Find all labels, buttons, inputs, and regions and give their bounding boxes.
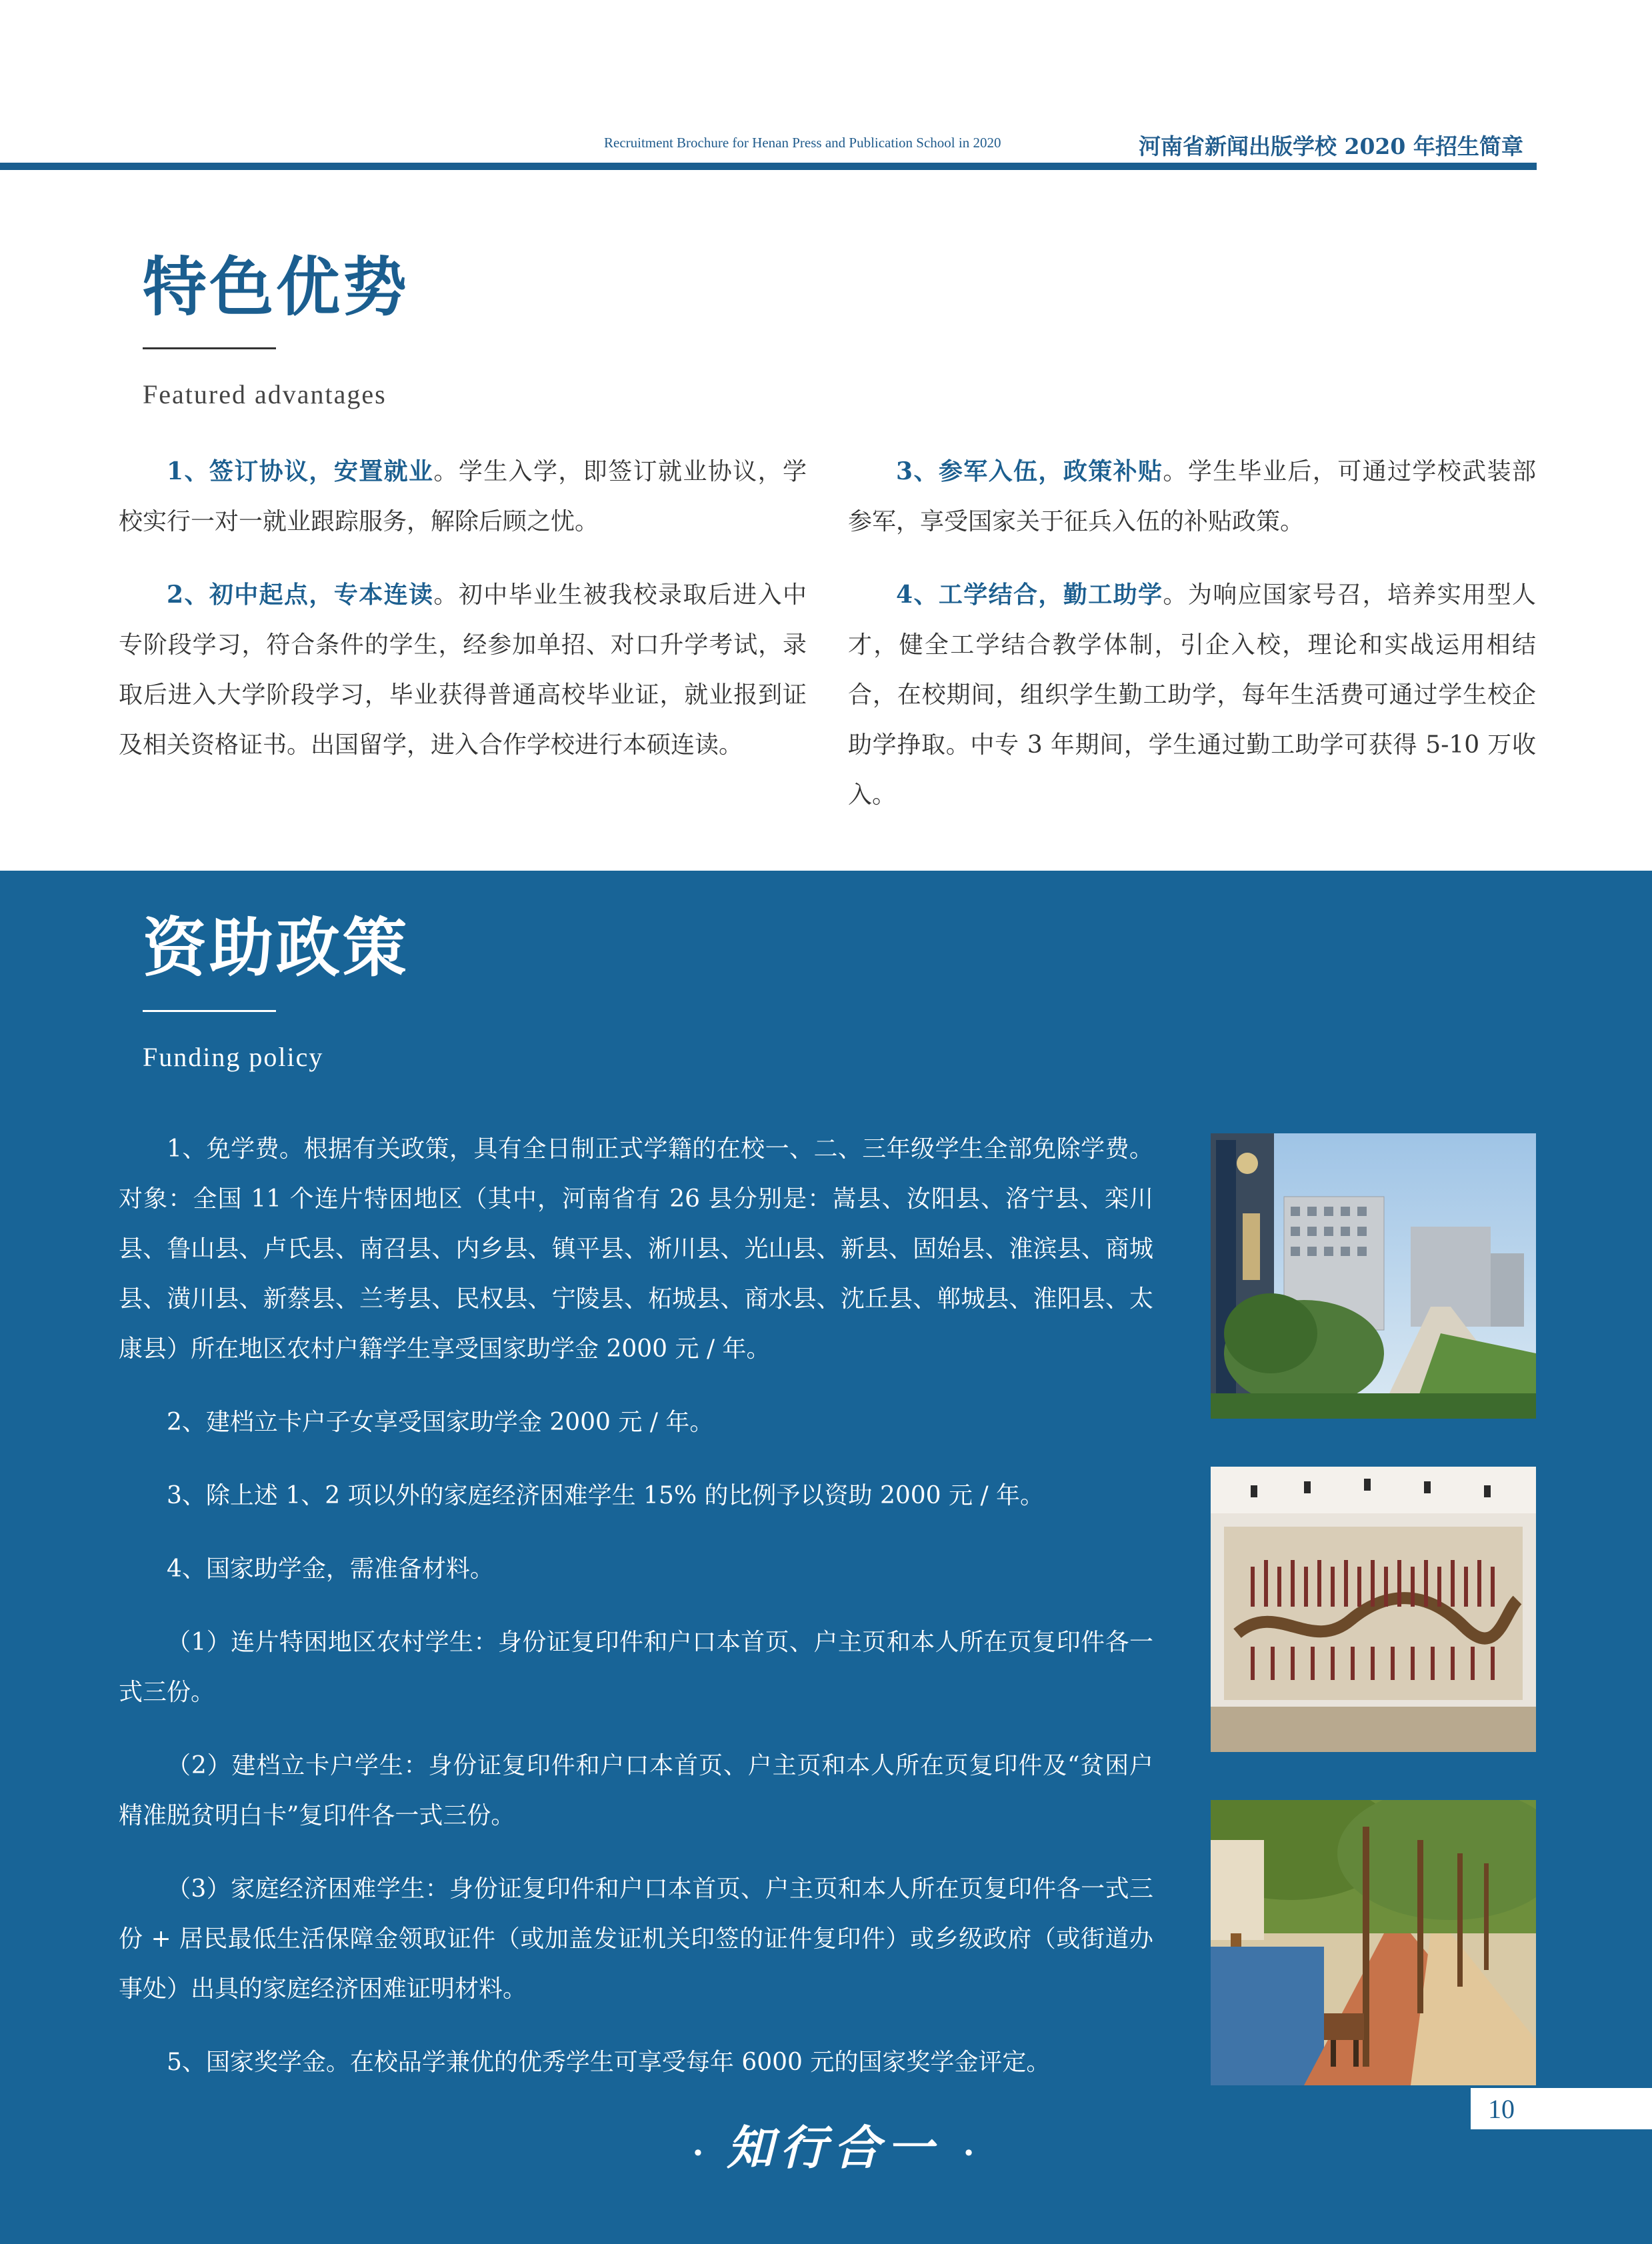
header-rule <box>0 163 1537 170</box>
funding-paragraph: （3）家庭经济困难学生：身份证复印件和户口本首页、户主页和本人所在页复印件各一式三份 + 居民最低生活保障金领取证件（或加盖发证机关印签的证件复印件）或乡级政府（或街道办事处）出具的家庭经济困难证明材料。 <box>119 1875 1153 2003</box>
feature-body: 。初中毕业生被我校录取后进入中专阶段学习，符合条件的学生，经参加单招、对口升学考试，录取后进入大学阶段学习，毕业获得普通高校毕业证，就业报到证及相关资格证书。出国留学，进入合作学校进行本硕连读。 <box>119 581 807 759</box>
funding-paragraph: （1）连片特困地区农村学生：身份证复印件和户口本首页、户主页和本人所在页复印件各一式三份。 <box>119 1629 1153 1706</box>
feature-body: 。为响应国家号召，培养实用型人才，健全工学结合教学体制，引企入校，理论和实战运用相结合，在校期间，组织学生勤工助学，每年生活费可通过学生校企助学挣取。中专 3 年期间，学生通过勤工助学可获得 5-10 万收入。 <box>848 581 1536 809</box>
tree-walkway-photo <box>1211 1800 1536 2085</box>
funding-paragraph: 2、建档立卡户子女享受国家助学金 2000 元 / 年。 <box>167 1409 714 1436</box>
funding-body <box>119 1124 1153 2111</box>
features-left-column <box>119 447 807 770</box>
feature-item <box>848 570 1536 820</box>
funding-paragraph: 1、免学费。根据有关政策，具有全日制正式学籍的在校一、二、三年级学生全部免除学费。对象：全国 11 个连片特困地区（其中，河南省有 26 县分别是：嵩县、汝阳县、洛宁县、栾川县、鲁山县、卢氏县、南召县、内乡县、镇平县、淅川县、光山县、新县、固始县、淮滨县、商城县、潢川县、新蔡县、兰考县、民权县、宁陵县、柘城县、商水县、沈丘县、郸城县、淮阳县、太康县）所在地区农村户籍学生享受国家助学金 2000 元 / 年。 <box>119 1135 1153 1363</box>
feature-lead: 2、初中起点，专本连读 <box>167 581 434 609</box>
feature-item <box>119 447 807 547</box>
motto-text: 知行合一 <box>727 2120 940 2175</box>
funding-paragraph: （2）建档立卡户学生：身份证复印件和户口本首页、户主页和本人所在页复印件及“贫困户精准脱贫明白卡”复印件各一式三份。 <box>119 1752 1153 1829</box>
header-chinese-title: 河南省新闻出版学校 2020 年招生简章 <box>1139 133 1523 159</box>
funding-title-rule <box>143 1010 276 1012</box>
motto-dot-right: · <box>963 2133 975 2172</box>
feature-lead: 3、参军入伍，政策补贴 <box>896 457 1163 485</box>
page-number: 10 <box>1488 2094 1515 2124</box>
features-subtitle: Featured advantages <box>143 379 387 409</box>
feature-lead: 1、签订协议，安置就业 <box>167 457 434 485</box>
features-right-column <box>848 447 1536 820</box>
features-title: 特色优势 <box>143 249 409 325</box>
campus-building-photo <box>1211 1133 1536 1419</box>
page-number-box <box>1471 2088 1652 2129</box>
features-title-rule <box>143 347 276 349</box>
feature-body: 。学生入学，即签订就业协议，学校实行一对一就业跟踪服务，解除后顾之忧。 <box>119 458 807 535</box>
feature-item <box>848 447 1536 547</box>
funding-title: 资助政策 <box>143 910 409 985</box>
history-wall-photo <box>1211 1467 1536 1752</box>
feature-item <box>119 570 807 770</box>
school-motto <box>667 2111 1000 2178</box>
funding-paragraph: 3、除上述 1、2 项以外的家庭经济困难学生 15% 的比例予以资助 2000 元 / 年。 <box>167 1482 1045 1509</box>
funding-paragraph: 5、国家奖学金。在校品学兼优的优秀学生可享受每年 6000 元的国家奖学金评定。 <box>167 2049 1051 2076</box>
motto-dot-left: · <box>692 2133 704 2172</box>
feature-lead: 4、工学结合，勤工助学 <box>896 581 1163 609</box>
feature-body: 。学生毕业后，可通过学校武装部参军，享受国家关于征兵入伍的补贴政策。 <box>848 458 1536 535</box>
header-english-title: Recruitment Brochure for Henan Press and Publication School in 2020 <box>604 135 1001 151</box>
funding-paragraph: 4、国家助学金，需准备材料。 <box>167 1555 494 1583</box>
funding-subtitle: Funding policy <box>143 1042 324 1072</box>
